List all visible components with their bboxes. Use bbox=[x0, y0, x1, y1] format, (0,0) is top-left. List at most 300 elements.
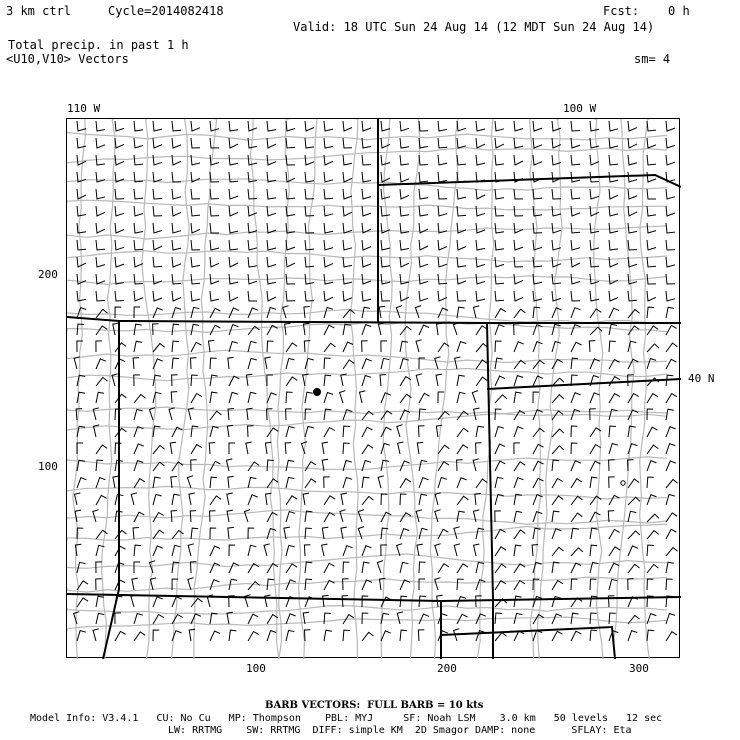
wind-barb bbox=[381, 494, 387, 505]
x-tick-100: 100 bbox=[246, 662, 266, 675]
wind-barb bbox=[514, 530, 525, 539]
lon-label-right: 100 W bbox=[563, 102, 597, 115]
wind-barb bbox=[666, 138, 675, 148]
wind-barb bbox=[397, 612, 403, 624]
wind-barb bbox=[305, 392, 313, 403]
wind-barb bbox=[514, 206, 523, 216]
wind-barb bbox=[286, 358, 295, 369]
wind-barb bbox=[628, 310, 640, 319]
wind-barb bbox=[209, 340, 215, 352]
wind-barb bbox=[647, 344, 659, 352]
x-tick-300: 300 bbox=[629, 662, 649, 675]
wind-barb bbox=[134, 189, 143, 199]
wind-barb bbox=[457, 240, 466, 250]
wind-barb bbox=[210, 477, 217, 488]
wind-barb bbox=[343, 410, 352, 420]
wind-barb bbox=[229, 443, 235, 454]
wind-barb bbox=[305, 206, 314, 216]
wind-barb bbox=[438, 138, 447, 148]
wind-barb bbox=[514, 376, 523, 386]
wind-barb bbox=[666, 172, 675, 182]
wind-barb bbox=[438, 121, 447, 131]
wind-barb bbox=[457, 392, 465, 403]
wind-barb bbox=[628, 121, 637, 131]
wind-barb bbox=[457, 428, 468, 437]
wind-barb bbox=[172, 121, 181, 131]
wind-barb bbox=[210, 546, 220, 556]
wind-barb bbox=[362, 632, 374, 641]
wind-barb bbox=[400, 630, 407, 641]
wind-barb bbox=[153, 344, 165, 353]
wind-barb bbox=[647, 307, 654, 318]
wind-barb bbox=[286, 121, 295, 131]
wind-barb bbox=[419, 478, 429, 488]
wind-barb bbox=[267, 341, 274, 352]
wind-barb bbox=[134, 291, 143, 301]
wind-barb bbox=[210, 358, 217, 369]
wind-barb bbox=[438, 240, 447, 250]
wind-barb bbox=[115, 291, 124, 301]
wind-barb bbox=[172, 324, 179, 335]
wind-barb bbox=[96, 478, 105, 488]
wind-barb bbox=[305, 630, 311, 641]
wind-barb bbox=[400, 529, 409, 539]
wind-barb bbox=[267, 631, 276, 641]
wind-barb bbox=[286, 477, 294, 488]
wind-barb bbox=[210, 291, 219, 301]
wind-barb bbox=[628, 189, 637, 199]
wind-barb bbox=[324, 274, 333, 284]
county-line bbox=[538, 119, 563, 659]
wind-barb bbox=[514, 545, 521, 556]
wind-barb bbox=[476, 257, 485, 267]
wind-barb bbox=[74, 357, 80, 369]
wind-barb bbox=[628, 564, 640, 573]
wind-barb bbox=[324, 630, 332, 641]
wind-barb bbox=[172, 341, 179, 352]
wind-barb bbox=[400, 138, 409, 148]
wind-barb bbox=[228, 476, 234, 488]
wind-barb bbox=[286, 274, 295, 284]
wind-barb bbox=[324, 138, 333, 148]
wind-barb bbox=[153, 257, 162, 267]
wind-barb bbox=[77, 291, 86, 301]
wind-barb bbox=[628, 497, 640, 505]
wind-barb bbox=[533, 240, 542, 250]
county-line bbox=[67, 524, 667, 540]
wind-barb bbox=[134, 562, 140, 573]
wind-barb bbox=[229, 155, 238, 165]
wind-barb bbox=[552, 257, 561, 267]
wind-barb bbox=[248, 477, 256, 488]
wind-barb bbox=[379, 306, 385, 318]
wind-barb bbox=[286, 545, 295, 556]
wind-barb bbox=[533, 138, 542, 148]
wind-barb bbox=[476, 206, 485, 216]
wind-barb bbox=[172, 223, 181, 233]
wind-barb bbox=[191, 240, 200, 250]
wind-barb bbox=[286, 291, 295, 301]
county-line bbox=[67, 148, 667, 163]
wind-barb bbox=[419, 325, 429, 335]
wind-barb bbox=[628, 394, 639, 404]
wind-barb bbox=[609, 563, 619, 573]
wind-barb bbox=[476, 155, 485, 165]
wind-barb bbox=[647, 206, 656, 216]
wind-barb bbox=[286, 409, 292, 420]
wind-barb bbox=[248, 426, 254, 437]
wind-barb bbox=[666, 240, 675, 250]
wind-barb bbox=[495, 444, 505, 454]
wind-barb bbox=[495, 223, 504, 233]
wind-barb bbox=[210, 580, 220, 590]
wind-barb bbox=[400, 172, 409, 182]
wind-barb bbox=[666, 513, 677, 522]
wind-barb bbox=[666, 343, 677, 352]
wind-barb bbox=[343, 310, 355, 318]
wind-barb bbox=[227, 493, 233, 505]
wind-barb bbox=[96, 377, 108, 386]
wind-barb bbox=[133, 528, 139, 540]
wind-barb bbox=[666, 632, 677, 641]
map-panel bbox=[66, 118, 680, 658]
wind-barb bbox=[343, 546, 352, 556]
wind-barb bbox=[305, 562, 312, 573]
wind-barb bbox=[590, 189, 599, 199]
wind-barb bbox=[609, 121, 618, 131]
wind-barb bbox=[628, 511, 636, 522]
wind-barb bbox=[666, 480, 678, 489]
wind-barb bbox=[134, 223, 143, 233]
wind-barb bbox=[324, 358, 331, 369]
wind-barb bbox=[514, 427, 523, 437]
wind-barb bbox=[647, 427, 657, 437]
wind-barb bbox=[362, 546, 372, 556]
wind-barb bbox=[571, 528, 579, 539]
wind-barb bbox=[552, 395, 564, 403]
wind-barb bbox=[228, 357, 234, 369]
wind-barb bbox=[419, 562, 426, 573]
wind-barb bbox=[552, 429, 564, 437]
wind-barb bbox=[286, 240, 295, 250]
wind-barb bbox=[476, 274, 485, 284]
wind-barb bbox=[609, 240, 618, 250]
wind-barb bbox=[362, 155, 371, 165]
wind-barb bbox=[227, 510, 233, 522]
wind-barb bbox=[377, 561, 383, 573]
wind-barb bbox=[628, 341, 636, 352]
wind-barb bbox=[191, 324, 199, 335]
wind-barb bbox=[436, 374, 442, 386]
wind-barb bbox=[495, 325, 504, 335]
wind-barb bbox=[381, 444, 390, 455]
wind-barb bbox=[571, 548, 583, 556]
wind-barb bbox=[96, 545, 105, 556]
wind-barb bbox=[324, 308, 333, 319]
wind-barb bbox=[666, 257, 675, 267]
county-line bbox=[172, 119, 190, 659]
wind-barb bbox=[533, 495, 543, 505]
wind-barb bbox=[134, 274, 143, 284]
wind-barb bbox=[96, 460, 103, 471]
wind-barb bbox=[96, 172, 105, 182]
wind-barb bbox=[227, 425, 233, 437]
wind-barb bbox=[343, 291, 352, 301]
wind-barb bbox=[609, 308, 619, 318]
wind-barb bbox=[609, 444, 618, 455]
wind-barb bbox=[647, 495, 657, 505]
wind-barb bbox=[115, 613, 121, 624]
wind-barb bbox=[514, 631, 524, 641]
wind-barb bbox=[438, 462, 449, 471]
wind-barb bbox=[248, 358, 257, 369]
wind-barb bbox=[286, 172, 295, 182]
wind-barb bbox=[438, 155, 447, 165]
wind-barb bbox=[248, 495, 258, 505]
wind-barb bbox=[571, 155, 580, 165]
wind-barb bbox=[628, 579, 634, 590]
wind-barb bbox=[647, 240, 656, 250]
wind-barb bbox=[533, 444, 544, 454]
wind-barb bbox=[153, 138, 162, 148]
wind-barb bbox=[343, 324, 351, 335]
wind-barb bbox=[343, 240, 352, 250]
wind-barb bbox=[609, 426, 616, 437]
wind-barb bbox=[229, 291, 238, 301]
wind-barb bbox=[172, 206, 181, 216]
wind-barb bbox=[438, 189, 447, 199]
wind-barb bbox=[191, 342, 202, 352]
wind-barb bbox=[609, 394, 620, 403]
wind-barb bbox=[590, 528, 598, 539]
wind-barb bbox=[647, 138, 656, 148]
wind-barb bbox=[609, 206, 618, 216]
smoothing-label: sm= 4 bbox=[634, 52, 671, 66]
wind-barb bbox=[418, 630, 424, 641]
wind-barb bbox=[495, 395, 507, 403]
wind-barb bbox=[134, 512, 144, 522]
wind-barb bbox=[153, 392, 161, 403]
wind-barb bbox=[113, 323, 119, 335]
wind-barb bbox=[476, 121, 485, 131]
wind-barb bbox=[305, 155, 314, 165]
wind-barb bbox=[229, 223, 238, 233]
wind-barb bbox=[113, 476, 119, 488]
wind-barb bbox=[229, 240, 238, 250]
wind-barb bbox=[191, 394, 202, 404]
wind-barb bbox=[419, 393, 430, 403]
wind-barb bbox=[457, 189, 466, 199]
wind-barb bbox=[628, 631, 637, 641]
wind-barb bbox=[628, 274, 637, 284]
wind-barb bbox=[400, 479, 411, 488]
wind-barb bbox=[533, 291, 542, 301]
wind-barb bbox=[229, 545, 235, 556]
wind-barb bbox=[324, 206, 333, 216]
wind-barb bbox=[191, 528, 198, 539]
wind-barb bbox=[533, 342, 543, 352]
wind-barb bbox=[476, 377, 487, 386]
wind-barb bbox=[304, 306, 310, 318]
wind-barb bbox=[647, 359, 656, 370]
wind-barb bbox=[286, 189, 295, 199]
wind-barb bbox=[285, 443, 291, 454]
wind-barb bbox=[286, 392, 293, 403]
wind-barb bbox=[495, 138, 504, 148]
wind-barb bbox=[438, 445, 449, 454]
wind-barb bbox=[153, 308, 163, 318]
wind-barb bbox=[666, 291, 675, 301]
wind-barb bbox=[419, 291, 428, 301]
wind-barb bbox=[533, 428, 545, 437]
wind-barb bbox=[75, 493, 81, 505]
wind-barb bbox=[362, 189, 371, 199]
wind-barb bbox=[324, 375, 331, 386]
wind-barb bbox=[571, 443, 577, 454]
wind-barb bbox=[358, 527, 364, 539]
wind-barb bbox=[286, 257, 295, 267]
wind-barb bbox=[210, 426, 219, 437]
wind-barb bbox=[134, 138, 143, 148]
wind-barb bbox=[153, 291, 162, 301]
wind-barb bbox=[457, 172, 466, 182]
wind-barb bbox=[304, 545, 310, 556]
wind-barb bbox=[666, 427, 676, 437]
wind-barb bbox=[628, 172, 637, 182]
wind-barb bbox=[647, 155, 656, 165]
wind-barb bbox=[628, 206, 637, 216]
wind-barb bbox=[191, 121, 200, 131]
wind-barb bbox=[474, 408, 480, 420]
wind-barb bbox=[77, 598, 88, 607]
wind-barb bbox=[419, 172, 428, 182]
wind-barb bbox=[590, 461, 600, 471]
wind-barb bbox=[514, 155, 523, 165]
wind-barb bbox=[666, 307, 674, 318]
wind-barb bbox=[435, 578, 441, 590]
wind-barb bbox=[229, 172, 238, 182]
wind-barb bbox=[419, 528, 428, 539]
wind-barb bbox=[457, 579, 464, 590]
wind-barb bbox=[457, 445, 468, 454]
wind-barb bbox=[438, 478, 447, 489]
wind-barb bbox=[571, 461, 581, 471]
wind-barb bbox=[362, 477, 370, 488]
wind-barb bbox=[571, 121, 580, 131]
wind-barb bbox=[305, 479, 316, 488]
wind-barb bbox=[115, 343, 126, 352]
wind-barb bbox=[153, 445, 165, 454]
wind-barb bbox=[378, 476, 384, 488]
wind-barb bbox=[666, 206, 675, 216]
wind-barb bbox=[324, 496, 335, 505]
wind-barb bbox=[666, 529, 676, 539]
wind-barb bbox=[514, 189, 523, 199]
wind-barb bbox=[419, 155, 428, 165]
wind-barb bbox=[647, 545, 654, 556]
wind-barb bbox=[209, 443, 215, 454]
wind-barb bbox=[628, 546, 638, 556]
wind-barb bbox=[590, 445, 601, 455]
wind-barb bbox=[286, 460, 294, 471]
wind-barb bbox=[322, 442, 328, 454]
wind-barb bbox=[609, 547, 620, 556]
wind-barb bbox=[362, 307, 370, 318]
wind-barb bbox=[647, 477, 654, 488]
wind-barb bbox=[438, 529, 448, 539]
wind-barb bbox=[435, 357, 441, 369]
wind-barb bbox=[628, 426, 636, 437]
wind-barb bbox=[495, 257, 504, 267]
wind-barb bbox=[419, 121, 428, 131]
wind-barb bbox=[473, 306, 479, 318]
lon-label-left: 110 W bbox=[67, 102, 101, 115]
wind-barb bbox=[398, 442, 404, 454]
station-marker-circle bbox=[621, 481, 625, 485]
wind-barb bbox=[324, 343, 335, 352]
wind-barb bbox=[628, 531, 640, 539]
wind-barb bbox=[590, 393, 600, 403]
county-line bbox=[67, 133, 667, 140]
wind-barb bbox=[514, 613, 522, 624]
wind-barb bbox=[324, 513, 335, 523]
wind-barb bbox=[381, 358, 389, 369]
wind-barb bbox=[324, 240, 333, 250]
wind-barb bbox=[153, 597, 163, 607]
wind-barb bbox=[134, 409, 143, 420]
wind-barb bbox=[267, 138, 276, 148]
wind-barb bbox=[96, 579, 102, 590]
wind-barb bbox=[397, 425, 403, 437]
forecast-hour: Fcst: 0 h bbox=[603, 4, 690, 18]
wind-barb bbox=[248, 257, 257, 267]
wind-barb bbox=[248, 189, 257, 199]
wind-barb bbox=[533, 274, 542, 284]
wind-barb bbox=[229, 189, 238, 199]
wind-barb bbox=[647, 172, 656, 182]
wind-barb bbox=[96, 138, 105, 148]
wind-barb bbox=[229, 392, 238, 403]
wind-barb bbox=[229, 257, 238, 267]
wind-barb bbox=[457, 138, 466, 148]
wind-barb bbox=[400, 189, 409, 199]
wind-barb bbox=[191, 257, 200, 267]
wind-barb bbox=[457, 155, 466, 165]
wind-barb bbox=[248, 582, 260, 590]
wind-barb bbox=[228, 527, 234, 539]
wind-barb bbox=[457, 564, 468, 573]
wind-barb bbox=[438, 564, 449, 573]
wind-barb bbox=[210, 496, 221, 505]
wind-barb bbox=[153, 121, 162, 131]
wind-barb bbox=[628, 138, 637, 148]
wind-barb bbox=[647, 291, 656, 301]
wind-barb bbox=[381, 189, 390, 199]
wind-barb bbox=[571, 240, 580, 250]
wind-barb bbox=[134, 444, 144, 454]
wind-barb bbox=[77, 155, 86, 165]
wind-barb bbox=[666, 223, 675, 233]
wind-barb bbox=[267, 375, 273, 386]
wind-barb bbox=[666, 409, 674, 420]
wind-barb bbox=[476, 240, 485, 250]
wind-barb bbox=[324, 223, 333, 233]
wind-barb bbox=[472, 391, 478, 403]
wind-barb bbox=[362, 291, 371, 301]
wind-barb bbox=[322, 527, 328, 539]
wind-barb bbox=[324, 563, 335, 573]
wind-barb bbox=[514, 392, 522, 403]
